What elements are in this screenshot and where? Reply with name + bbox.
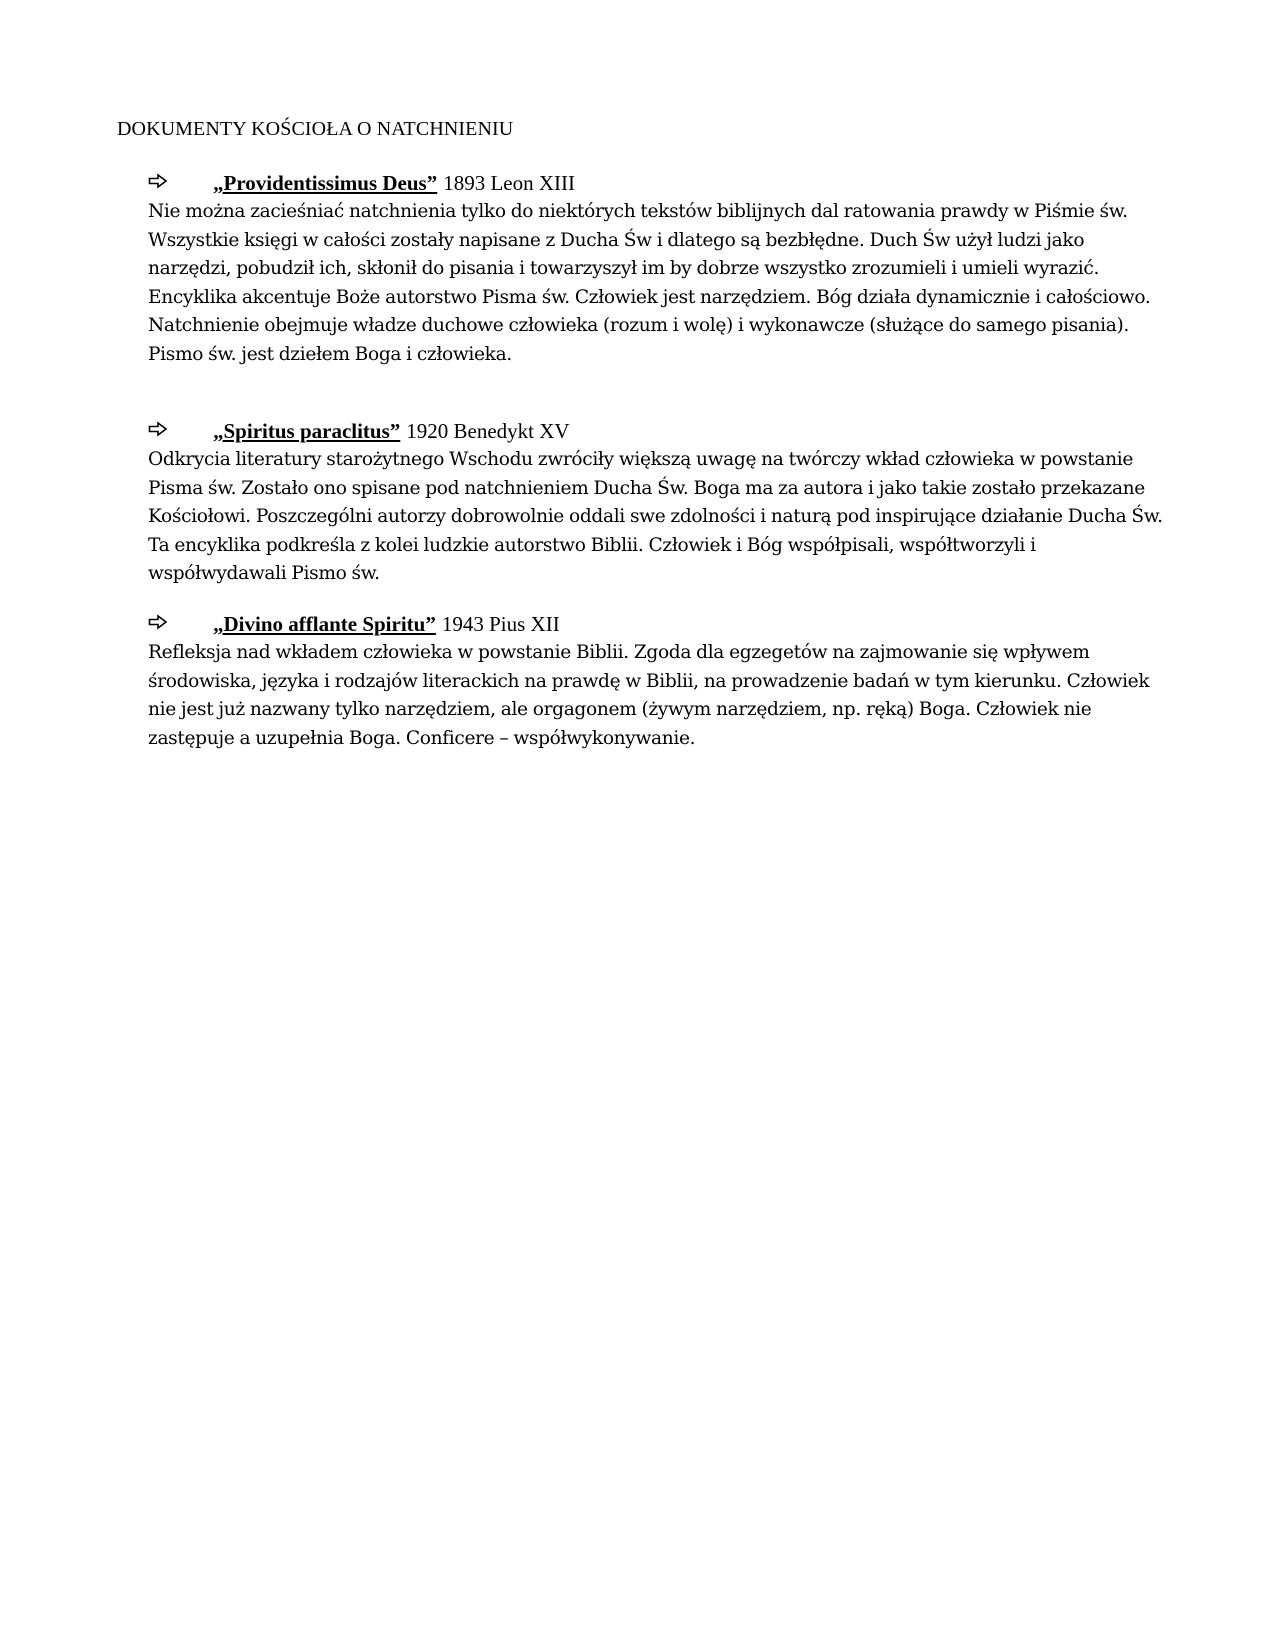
section-body: Nie można zacieśniać natchnienia tylko do niektórych tekstów biblijnych dal ratowania prawdy w Piśmie św. Wszystkie księgi w całości zostały napisane z Ducha Św i dlatego są bezbłędne. Duch Św użył ludzi jako narzędzi, pobudził ich, skłonił do pisania i towarzyszył im by dobrze wszystko zrozumieli i umieli wyrazić. Encyklika akcentuje Boże autorstwo Pisma św. Człowiek jest narzędziem. Bóg działa dynamicznie i całościowo. Natchnienie obejmuje władze duchowe człowieka (rozum i wolę) i wykonawcze (służące do samego pisania). Pismo św. jest dziełem Boga i człowieka. bbox=[148, 201, 1151, 365]
heading-text bbox=[213, 610, 560, 638]
document-name: „Divino afflante Spiritu” bbox=[213, 612, 436, 636]
section-body: Odkrycia literatury starożytnego Wschodu zwróciły większą uwagę na twórczy wkład człowieka w powstanie Pisma św. Zostało ono spisane pod natchnieniem Ducha Św. Boga ma za autora i jako takie zostało przekazane Kościołowi. Poszczególni autorzy dobrowolnie oddali swe zdolności i naturą pod inspirujące działanie Ducha Św. Ta encyklika podkreśla z kolei ludzkie autorstwo Biblii. Człowiek i Bóg współpisali, współtworzyli i współwydawali Pismo św. bbox=[148, 449, 1163, 584]
document-year-pope: 1943 Pius XII bbox=[441, 612, 560, 636]
document-title: DOKUMENTY KOŚCIOŁA O NATCHNIENIU bbox=[117, 118, 514, 140]
section-body: Refleksja nad wkładem człowieka w powstanie Biblii. Zgoda dla egzegetów na zajmowanie się wpływem środowiska, języka i rodzajów literackich na prawdę w Biblii, na prowadzenie badań w tym kierunku. Człowiek nie jest już nazwany tylko narzędziem, ale orgagonem (żywym narzędziem, np. ręką) Boga. Człowiek nie zastępuje a uzupełnia Boga. Conficere – współwykonywanie. bbox=[148, 642, 1150, 749]
arrow-right-icon bbox=[148, 614, 168, 630]
section-divino-afflante bbox=[148, 610, 1168, 753]
document-year-pope: 1893 Leon XIII bbox=[443, 171, 576, 195]
arrow-right-icon bbox=[148, 173, 168, 189]
arrow-right-icon bbox=[148, 421, 168, 437]
document-year-pope: 1920 Benedykt XV bbox=[406, 419, 570, 443]
section-heading bbox=[148, 169, 1168, 197]
section-providentissimus bbox=[148, 169, 1168, 369]
section-heading bbox=[148, 610, 1168, 638]
document-name: „Spiritus paraclitus” bbox=[213, 419, 401, 443]
document-name: „Providentissimus Deus” bbox=[213, 171, 438, 195]
heading-text bbox=[213, 417, 570, 445]
heading-text bbox=[213, 169, 575, 197]
section-heading bbox=[148, 417, 1168, 445]
section-spiritus-paraclitus bbox=[148, 417, 1168, 589]
